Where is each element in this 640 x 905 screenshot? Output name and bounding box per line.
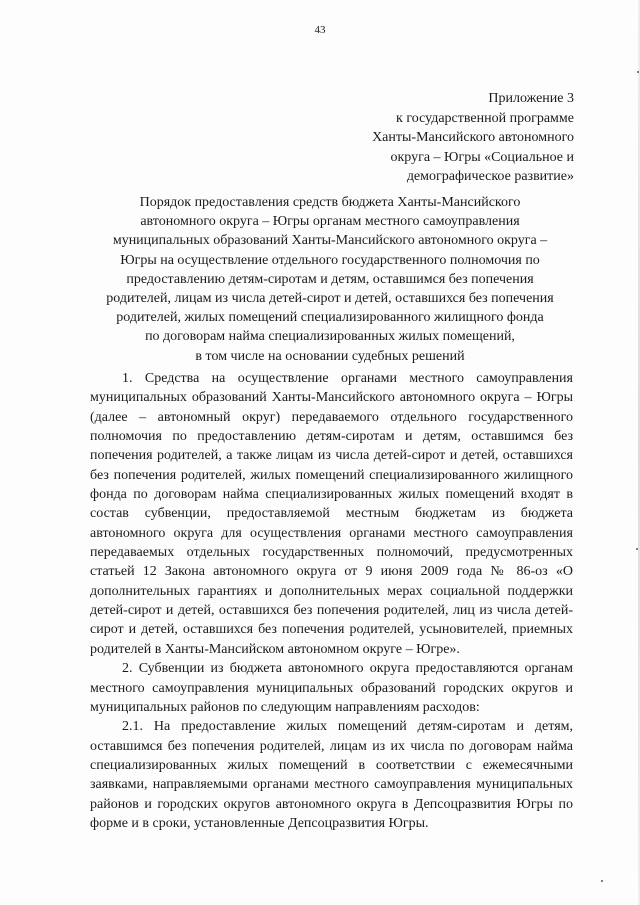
- title-line: автономного округа – Югры органам местного самоуправления: [140, 214, 520, 230]
- title-line: Порядок предоставления средств бюджета Ханты-Мансийского: [139, 195, 521, 210]
- appendix-line: округа – Югры «Социальное и: [390, 149, 574, 165]
- title-line: родителей, жилых помещений специализированного жилищного фонда: [116, 310, 544, 326]
- appendix-line: Ханты-Мансийского автономного: [372, 130, 574, 145]
- page-number: 43: [314, 24, 326, 36]
- title-line: в том числе на основании судебных решений: [195, 348, 465, 364]
- title-line: Югры на осуществление отдельного государственного полномочия по: [120, 252, 540, 268]
- title-line: муниципальных образований Ханты-Мансийского автономного округа –: [112, 233, 548, 249]
- scan-speck: [636, 548, 638, 550]
- appendix-line: демографическое развитие»: [406, 169, 574, 184]
- appendix-line: Приложение 3: [488, 91, 574, 106]
- paragraph-2-1: 2.1. На предоставление жилых помещений детям-сиротам и детям, оставшимся без попечения родителей, лицам из их числа по договорам найма специализированных жилых помещений в соответствии с ежемесячными заявками, направляемыми органами местного самоуправления муниципальных районов и городских округов автономного округа в Депсоцразвития Югры по форме и в сроки, установленные Депсоцразвития Югры.: [90, 719, 573, 831]
- appendix-heading: [274, 89, 574, 187]
- title-line: по договорам найма специализированных жилых помещений,: [145, 329, 515, 345]
- paragraph-1: 1. Средства на осуществление органами местного самоуправления муниципальных образований Ханты-Мансийского автономного округа – Югры (далее – автономный округ) передаваемого отдельного государственного полномочия по предоставлению детям-сиротам и детям, оставшимся без попечения родителей, а также лицам из числа детей-сирот и детей, оставшихся без попечения родителей, жилых помещений специализированного жилищного фонда по договорам найма специализированных жилых помещений входят в состав субвенции, предоставляемой местным бюджетам из бюджета автономного округа для осуществления органами местного самоуправления передаваемых отдельных государственных полномочий, предусмотренных статьей 12 Закона автономного округа от 9 июня 2009 года № 86-оз «О дополнительных гарантиях и дополнительных мерах социальной поддержки детей-сирот и детей, оставшихся без попечения родителей, лиц из числа детей-сирот и детей, оставшихся без попечения родителей, усыновителей, приемных родителей в Ханты-Мансийском автономном округе – Югре».: [90, 371, 573, 657]
- document-body: [90, 369, 573, 833]
- title-line: родителей, лицам из числа детей-сирот и детей, оставшихся без попечения: [106, 291, 554, 307]
- appendix-line: к государственной программе: [396, 110, 574, 126]
- document-title: [80, 193, 580, 366]
- scan-speck: [601, 880, 603, 882]
- title-line: предоставлению детям-сиротам и детям, оставшимся без попечения: [126, 271, 534, 287]
- scan-speck: [637, 71, 639, 73]
- paragraph-2: 2. Субвенции из бюджета автономного округа предоставляются органам местного самоуправления муниципальных образований городских округов и муниципальных районов по следующим направлениям расходов:: [90, 661, 573, 715]
